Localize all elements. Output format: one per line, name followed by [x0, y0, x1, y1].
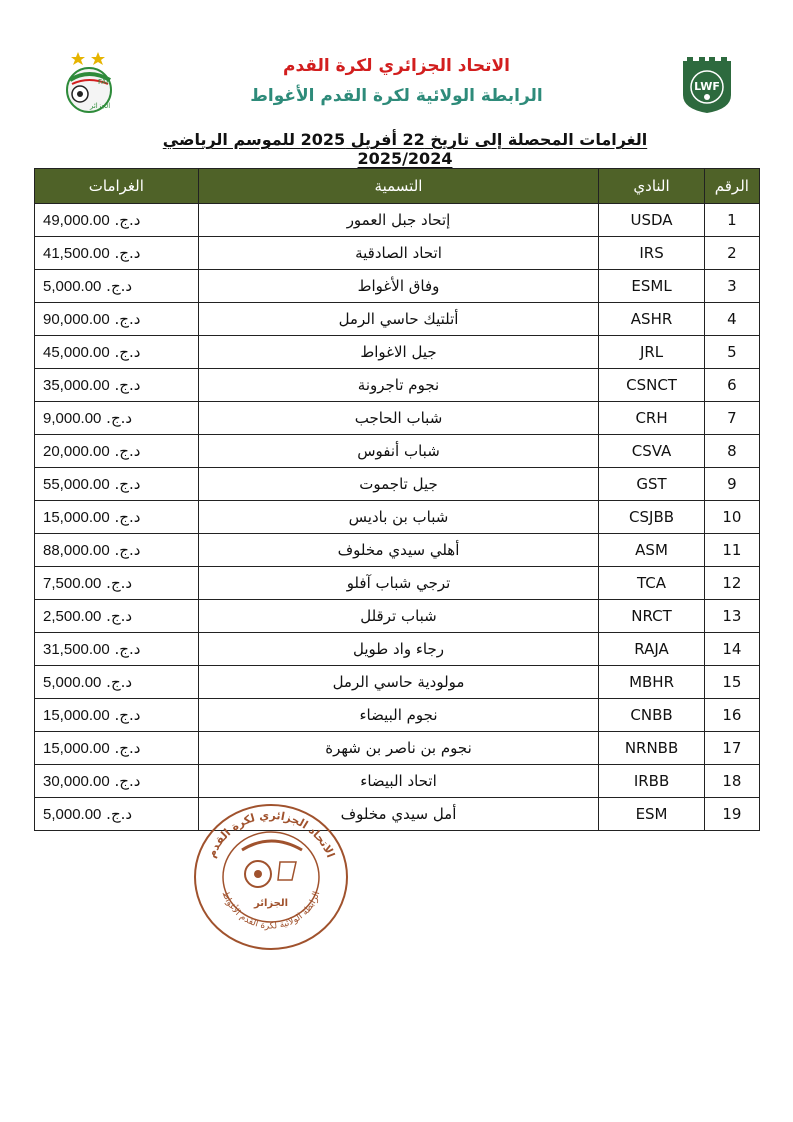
currency-label: د.ج.: [106, 277, 133, 295]
fine-amount: 55,000.00: [43, 476, 110, 493]
club-name-cell: نجوم بن ناصر بن شهرة: [198, 732, 599, 765]
row-number-cell: 8: [704, 435, 759, 468]
club-name-cell: رجاء واد طويل: [198, 633, 599, 666]
svg-text:الجزائر: الجزائر: [253, 898, 289, 909]
fine-amount: 41,500.00: [43, 245, 110, 262]
currency-label: د.ج.: [114, 211, 141, 229]
club-name-cell: ترجي شباب آفلو: [198, 567, 599, 600]
club-name-cell: اتحاد الصادقية: [198, 237, 599, 270]
club-name-cell: أمل سيدي مخلوف: [198, 798, 599, 831]
table-row: [35, 402, 760, 435]
fine-cell: [35, 501, 199, 534]
svg-text:الاتحاد الجزائري لكرة القدم: الاتحاد الجزائري لكرة القدم: [204, 808, 338, 860]
fine-amount: 45,000.00: [43, 344, 110, 361]
row-number-cell: 19: [704, 798, 759, 831]
table-row: [35, 303, 760, 336]
currency-label: د.ج.: [114, 376, 141, 394]
svg-text:الرابطة الولائية لكرة القدم ال: الرابطة الولائية لكرة القدم الأغواط: [219, 890, 323, 932]
club-name-cell: شباب ترقلل: [198, 600, 599, 633]
fine-amount: 35,000.00: [43, 377, 110, 394]
fines-table: [34, 168, 760, 831]
club-name-cell: أتلتيك حاسي الرمل: [198, 303, 599, 336]
fines-table-body: [35, 204, 760, 831]
fine-cell: [35, 402, 199, 435]
table-row: [35, 369, 760, 402]
fine-cell: [35, 666, 199, 699]
fine-amount: 31,500.00: [43, 641, 110, 658]
row-number-cell: 10: [704, 501, 759, 534]
currency-label: د.ج.: [114, 508, 141, 526]
row-number-cell: 7: [704, 402, 759, 435]
currency-label: د.ج.: [114, 442, 141, 460]
table-row: [35, 699, 760, 732]
club-code-cell: USDA: [599, 204, 704, 237]
row-number-cell: 14: [704, 633, 759, 666]
club-code-cell: NRNBB: [599, 732, 704, 765]
row-number-cell: 3: [704, 270, 759, 303]
row-number-cell: 16: [704, 699, 759, 732]
club-name-cell: شباب أنفوس: [198, 435, 599, 468]
table-row: [35, 633, 760, 666]
club-name-cell: شباب الحاجب: [198, 402, 599, 435]
club-code-cell: CSNCT: [599, 369, 704, 402]
row-number-cell: 5: [704, 336, 759, 369]
club-code-cell: TCA: [599, 567, 704, 600]
club-code-cell: CNBB: [599, 699, 704, 732]
table-row: [35, 270, 760, 303]
fine-amount: 90,000.00: [43, 311, 110, 328]
document-title-text: الغرامات المحصلة إلى تاريخ 22 أفريل 2025 للموسم الرياضي 2025/2024: [162, 130, 648, 168]
column-header-club: النادي: [599, 169, 704, 204]
fine-cell: [35, 237, 199, 270]
fine-amount: 5,000.00: [43, 674, 102, 691]
currency-label: د.ج.: [114, 310, 141, 328]
row-number-cell: 2: [704, 237, 759, 270]
fine-amount: 49,000.00: [43, 212, 110, 229]
fine-amount: 15,000.00: [43, 509, 110, 526]
currency-label: د.ج.: [106, 673, 133, 691]
fine-cell: [35, 270, 199, 303]
league-name: الرابطة الولائية لكرة القدم الأغواط: [250, 86, 543, 106]
fine-amount: 2,500.00: [43, 608, 102, 625]
fine-cell: [35, 699, 199, 732]
fine-cell: [35, 732, 199, 765]
table-row: [35, 237, 760, 270]
club-name-cell: أهلي سيدي مخلوف: [198, 534, 599, 567]
row-number-cell: 15: [704, 666, 759, 699]
club-name-cell: وفاق الأغواط: [198, 270, 599, 303]
svg-text:الجزائر: الجزائر: [90, 102, 111, 110]
currency-label: د.ج.: [114, 739, 141, 757]
club-code-cell: CRH: [599, 402, 704, 435]
row-number-cell: 1: [704, 204, 759, 237]
currency-label: د.ج.: [114, 772, 141, 790]
fine-amount: 88,000.00: [43, 542, 110, 559]
club-code-cell: IRBB: [599, 765, 704, 798]
table-row: [35, 765, 760, 798]
club-code-cell: RAJA: [599, 633, 704, 666]
club-code-cell: CSJBB: [599, 501, 704, 534]
fine-cell: [35, 435, 199, 468]
club-code-cell: ASHR: [599, 303, 704, 336]
table-row: [35, 567, 760, 600]
table-row: [35, 501, 760, 534]
fine-cell: [35, 798, 199, 831]
club-code-cell: GST: [599, 468, 704, 501]
table-row: [35, 204, 760, 237]
club-name-cell: نجوم البيضاء: [198, 699, 599, 732]
fine-amount: 15,000.00: [43, 740, 110, 757]
club-name-cell: جيل تاجموت: [198, 468, 599, 501]
fine-cell: [35, 204, 199, 237]
row-number-cell: 11: [704, 534, 759, 567]
club-name-cell: شباب بن باديس: [198, 501, 599, 534]
fine-cell: [35, 765, 199, 798]
fine-amount: 5,000.00: [43, 806, 102, 823]
club-code-cell: IRS: [599, 237, 704, 270]
currency-label: د.ج.: [106, 574, 133, 592]
fine-cell: [35, 600, 199, 633]
table-row: [35, 600, 760, 633]
svg-text:LWF: LWF: [694, 80, 720, 93]
fine-cell: [35, 567, 199, 600]
club-code-cell: NRCT: [599, 600, 704, 633]
currency-label: د.ج.: [114, 706, 141, 724]
currency-label: د.ج.: [114, 244, 141, 262]
fine-cell: [35, 336, 199, 369]
table-row: [35, 666, 760, 699]
fine-cell: [35, 633, 199, 666]
table-row: [35, 435, 760, 468]
club-name-cell: جيل الاغواط: [198, 336, 599, 369]
column-header-name: التسمية: [198, 169, 599, 204]
currency-label: د.ج.: [106, 607, 133, 625]
table-row: [35, 798, 760, 831]
document-title: [120, 130, 690, 168]
column-header-fines: الغرامات: [35, 169, 199, 204]
fine-cell: [35, 468, 199, 501]
table-header-row: [35, 169, 760, 204]
club-code-cell: ESM: [599, 798, 704, 831]
club-code-cell: CSVA: [599, 435, 704, 468]
fine-cell: [35, 534, 199, 567]
table-row: [35, 534, 760, 567]
club-code-cell: ASM: [599, 534, 704, 567]
currency-label: د.ج.: [106, 805, 133, 823]
lwf-logo: [679, 53, 735, 115]
row-number-cell: 9: [704, 468, 759, 501]
currency-label: د.ج.: [106, 409, 133, 427]
currency-label: د.ج.: [114, 475, 141, 493]
row-number-cell: 17: [704, 732, 759, 765]
fine-amount: 5,000.00: [43, 278, 102, 295]
federation-name: الاتحاد الجزائري لكرة القدم: [283, 56, 510, 76]
fine-amount: 30,000.00: [43, 773, 110, 790]
fine-amount: 9,000.00: [43, 410, 102, 427]
fine-amount: 15,000.00: [43, 707, 110, 724]
club-name-cell: إتحاد جبل العمور: [198, 204, 599, 237]
svg-text:FAF: FAF: [98, 78, 111, 86]
fine-cell: [35, 303, 199, 336]
faf-logo: [56, 50, 126, 114]
currency-label: د.ج.: [114, 541, 141, 559]
club-code-cell: ESML: [599, 270, 704, 303]
club-code-cell: MBHR: [599, 666, 704, 699]
club-code-cell: JRL: [599, 336, 704, 369]
fine-amount: 7,500.00: [43, 575, 102, 592]
row-number-cell: 4: [704, 303, 759, 336]
club-name-cell: نجوم تاجرونة: [198, 369, 599, 402]
table-row: [35, 336, 760, 369]
row-number-cell: 13: [704, 600, 759, 633]
club-name-cell: اتحاد البيضاء: [198, 765, 599, 798]
currency-label: د.ج.: [114, 343, 141, 361]
fine-amount: 20,000.00: [43, 443, 110, 460]
column-header-number: الرقم: [704, 169, 759, 204]
table-row: [35, 468, 760, 501]
row-number-cell: 18: [704, 765, 759, 798]
currency-label: د.ج.: [114, 640, 141, 658]
row-number-cell: 12: [704, 567, 759, 600]
row-number-cell: 6: [704, 369, 759, 402]
table-row: [35, 732, 760, 765]
fine-cell: [35, 369, 199, 402]
club-name-cell: مولودية حاسي الرمل: [198, 666, 599, 699]
